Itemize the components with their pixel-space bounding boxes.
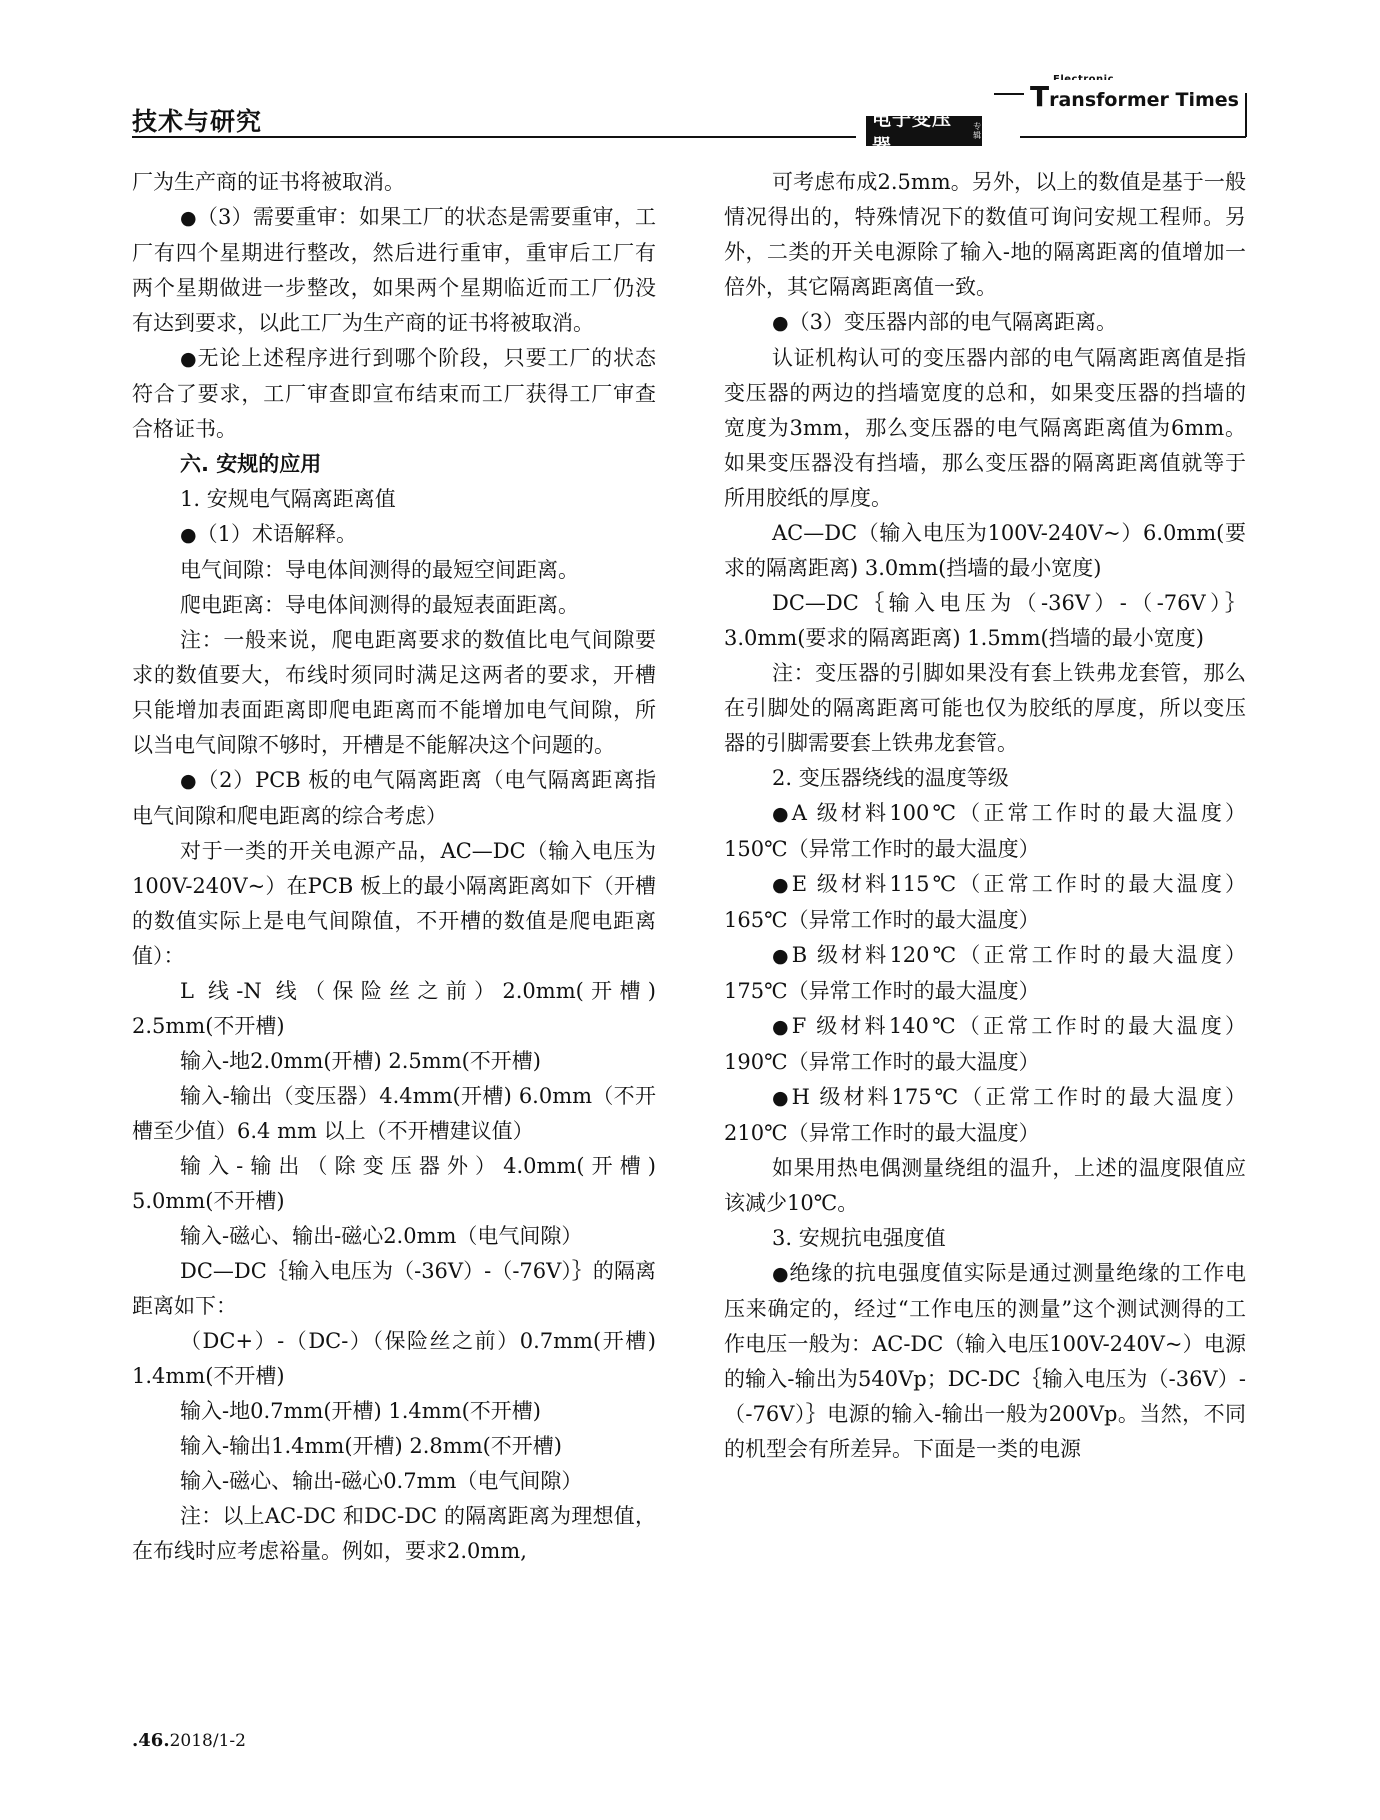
bullet-icon: ● xyxy=(180,524,197,546)
paragraph-text: E 级材料115℃（正常工作时的最大温度）165℃（异常工作时的最大温度） xyxy=(724,872,1246,932)
paragraph xyxy=(132,1254,656,1324)
bullet-icon: ● xyxy=(772,1016,792,1038)
paragraph-text: 1. 安规电气隔离距离值 xyxy=(180,487,396,511)
paragraph xyxy=(724,938,1246,1009)
paragraph xyxy=(724,586,1246,656)
bullet-icon: ● xyxy=(772,945,792,967)
paragraph xyxy=(132,482,656,517)
paragraph-text: 3. 安规抗电强度值 xyxy=(772,1226,946,1250)
paragraph xyxy=(132,517,656,553)
left-column xyxy=(132,165,656,1569)
bullet-icon: ● xyxy=(180,770,198,792)
right-column xyxy=(724,165,1246,1467)
header-bracket xyxy=(1245,93,1247,137)
paragraph xyxy=(724,656,1246,761)
paragraph xyxy=(132,1079,656,1149)
paragraph-text: （DC+）-（DC-）（保险丝之前）0.7mm(开槽) 1.4mm(不开槽) xyxy=(132,1329,656,1388)
paragraph xyxy=(724,1256,1246,1467)
paragraph xyxy=(132,553,656,588)
bullet-icon: ● xyxy=(180,348,198,370)
paragraph-text: 如果用热电偶测量绕组的温升，上述的温度限值应该减少10℃。 xyxy=(724,1156,1246,1215)
paragraph xyxy=(724,305,1246,341)
paragraph xyxy=(132,974,656,1044)
paragraph-text: 爬电距离：导电体间测得的最短表面距离。 xyxy=(180,593,579,617)
bullet-icon: ● xyxy=(772,874,792,896)
section-title: 技术与研究 xyxy=(132,107,263,136)
paragraph xyxy=(132,1429,656,1464)
paragraph-text: （2）PCB 板的电气隔离距离（电气隔离距离指电气间隙和爬电距离的综合考虑） xyxy=(132,768,656,828)
paragraph xyxy=(724,867,1246,938)
magazine-tag: 专辑 xyxy=(973,122,982,140)
paragraph xyxy=(132,1394,656,1429)
brand-title xyxy=(1024,80,1245,113)
paragraph-text: 输入-地2.0mm(开槽) 2.5mm(不开槽) xyxy=(180,1049,541,1073)
paragraph-text: H 级材料175℃（正常工作时的最大温度）210℃（异常工作时的最大温度） xyxy=(724,1085,1246,1145)
header-rule-right xyxy=(1020,136,1246,138)
paragraph xyxy=(724,1080,1246,1151)
paragraph xyxy=(724,1151,1246,1221)
paragraph xyxy=(724,341,1246,516)
paragraph xyxy=(724,796,1246,867)
magazine-logo xyxy=(866,108,982,157)
paragraph-text: 认证机构认可的变压器内部的电气隔离距离值是指变压器的两边的挡墙宽度的总和，如果变压器的挡墙的宽度为3mm，那么变压器的电气隔离距离值为6mm。如果变压器没有挡墙，那么变压器的隔离距离值就等于所用胶纸的厚度。 xyxy=(724,346,1246,510)
paragraph xyxy=(724,1009,1246,1080)
paragraph-text: 输入-磁心、输出-磁心2.0mm（电气间隙） xyxy=(180,1224,583,1248)
paragraph xyxy=(132,1464,656,1499)
paragraph-text: （3）变压器内部的电气隔离距离。 xyxy=(788,310,1117,334)
paragraph-text: 输入-输出（除变压器外）4.0mm(开槽) 5.0mm(不开槽) xyxy=(132,1154,656,1213)
paragraph xyxy=(132,1044,656,1079)
paragraph-text: 输入-磁心、输出-磁心0.7mm（电气间隙） xyxy=(180,1469,583,1493)
paragraph-text: 2. 变压器绕线的温度等级 xyxy=(772,766,1009,790)
paragraph xyxy=(132,588,656,623)
paragraph-text: DC—DC｛输入电压为（-36V）-（-76V）｝的隔离距离如下： xyxy=(132,1259,656,1318)
section-heading xyxy=(132,447,656,482)
paragraph xyxy=(724,1221,1246,1256)
bullet-icon: ● xyxy=(772,1263,790,1285)
paragraph xyxy=(724,165,1246,305)
paragraph xyxy=(132,165,656,200)
bullet-icon: ● xyxy=(772,312,789,334)
paragraph-text: 输入-输出1.4mm(开槽) 2.8mm(不开槽) xyxy=(180,1434,562,1458)
paragraph-text: （1）术语解释。 xyxy=(196,522,357,546)
paragraph xyxy=(132,834,656,974)
paragraph-text: 无论上述程序进行到哪个阶段，只要工厂的状态符合了要求，工厂审查即宣布结束而工厂获得工厂审查合格证书。 xyxy=(132,346,656,441)
paragraph xyxy=(132,1499,656,1569)
paragraph-text: 注：一般来说，爬电距离要求的数值比电气间隙要求的数值要大，布线时须同时满足这两者的要求，开槽只能增加表面距离即爬电距离而不能增加电气间隙，所以当电气间隙不够时，开槽是不能解决这个问题的。 xyxy=(132,628,656,757)
bullet-icon: ● xyxy=(772,803,792,825)
paragraph-text: （3）需要重审：如果工厂的状态是需要重审，工厂有四个星期进行整改，然后进行重审，重审后工厂有两个星期做进一步整改，如果两个星期临近而工厂仍没有达到要求，以此工厂为生产商的证书将被取消。 xyxy=(132,205,656,335)
paragraph-text: 电气间隙：导电体间测得的最短空间距离。 xyxy=(180,558,579,582)
paragraph-text: 输入-地0.7mm(开槽) 1.4mm(不开槽) xyxy=(180,1399,541,1423)
paragraph xyxy=(132,1149,656,1219)
paragraph-text: 六. 安规的应用 xyxy=(180,452,322,476)
paragraph-text: AC—DC（输入电压为100V-240V~）6.0mm(要求的隔离距离) 3.0mm(挡墙的最小宽度) xyxy=(724,521,1246,580)
bullet-icon: ● xyxy=(772,1087,792,1109)
paragraph-text: F 级材料140℃（正常工作时的最大温度）190℃（异常工作时的最大温度） xyxy=(724,1014,1246,1074)
brand-title-initial: T xyxy=(1030,80,1050,113)
paragraph-text: DC—DC｛输入电压为（-36V）-（-76V）｝3.0mm(要求的隔离距离) 1.5mm(挡墙的最小宽度) xyxy=(724,591,1246,650)
paragraph-text: 绝缘的抗电强度值实际是通过测量绝缘的工作电压来确定的，经过“工作电压的测量”这个测试测得的工作电压一般为：AC-DC（输入电压100V-240V~）电源的输入-输出为540Vp；DC-DC｛输入电压为（-36V）-（-76V）｝电源的输入-输出一般为200Vp。当然，不同的机型会有所差异。下面是一类的电源 xyxy=(724,1261,1246,1461)
paragraph-text: 厂为生产商的证书将被取消。 xyxy=(132,170,405,194)
paragraph-text: A 级材料100℃（正常工作时的最大温度）150℃（异常工作时的最大温度） xyxy=(724,801,1246,861)
paragraph xyxy=(132,763,656,834)
issue-date: 2018/1-2 xyxy=(169,1731,246,1751)
magazine-name: 电子变压器 xyxy=(872,108,953,157)
paragraph-text: 注：以上AC-DC 和DC-DC 的隔离距离为理想值，在布线时应考虑裕量。例如，要求2.0mm, xyxy=(132,1504,656,1563)
paragraph-text: 对于一类的开关电源产品，AC—DC（输入电压为100V-240V~）在PCB 板上的最小隔离距离如下（开槽的数值实际上是电气间隙值，不开槽的数值是爬电距离值）： xyxy=(132,839,656,968)
paragraph-text: L 线-N 线（保险丝之前）2.0mm(开槽) 2.5mm(不开槽) xyxy=(132,979,656,1038)
paragraph-text: 可考虑布成2.5mm。另外，以上的数值是基于一般情况得出的，特殊情况下的数值可询问安规工程师。另外，二类的开关电源除了输入-地的隔离距离的值增加一倍外，其它隔离距离值一致。 xyxy=(724,170,1246,299)
page-number: .46. xyxy=(132,1730,170,1751)
paragraph xyxy=(132,1219,656,1254)
paragraph xyxy=(132,1324,656,1394)
header-rule xyxy=(132,136,856,138)
paragraph-text: B 级材料120℃（正常工作时的最大温度）175℃（异常工作时的最大温度） xyxy=(724,943,1246,1003)
brand-title-rest: ransformer Times xyxy=(1049,89,1239,111)
paragraph-text: 输入-输出（变压器）4.4mm(开槽) 6.0mm（不开槽至少值）6.4 mm 以上（不开槽建议值） xyxy=(132,1084,656,1143)
paragraph xyxy=(132,623,656,763)
paragraph xyxy=(724,761,1246,796)
bullet-icon: ● xyxy=(180,207,197,229)
page-footer xyxy=(132,1730,246,1751)
paragraph xyxy=(132,341,656,447)
paragraph xyxy=(724,516,1246,586)
paragraph-text: 注：变压器的引脚如果没有套上铁弗龙套管，那么在引脚处的隔离距离可能也仅为胶纸的厚度，所以变压器的引脚需要套上铁弗龙套管。 xyxy=(724,661,1246,755)
paragraph xyxy=(132,200,656,341)
